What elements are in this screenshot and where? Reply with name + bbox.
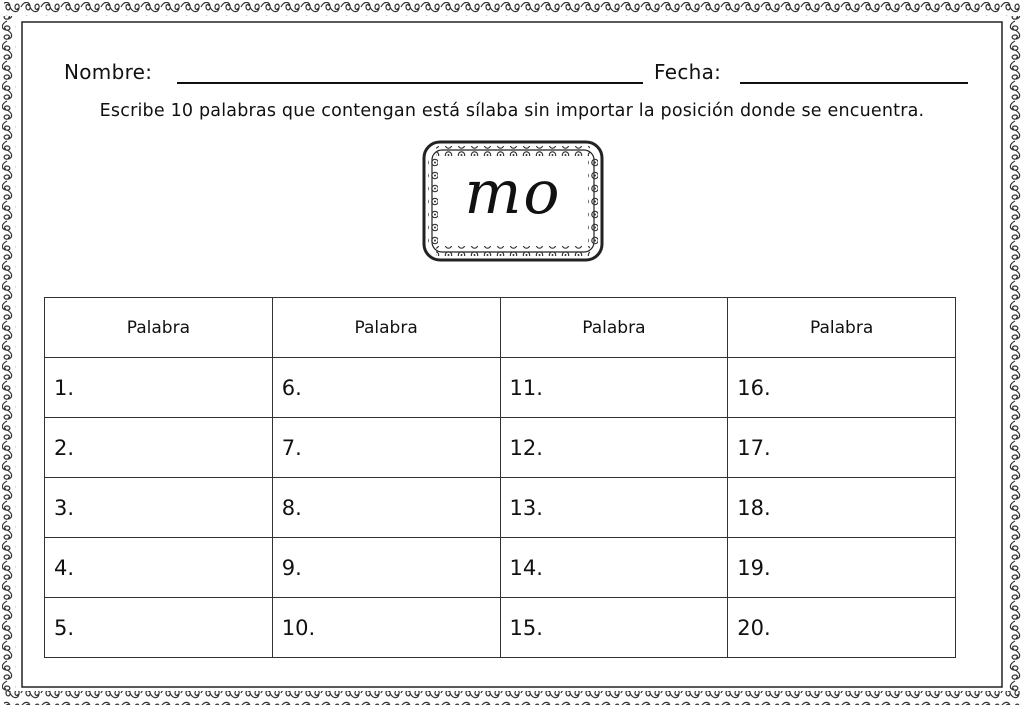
instructions-text: Escribe 10 palabras que contengan está sílaba sin importar la posición donde se encuentra. [99,101,925,121]
word-cell[interactable]: 1. [45,358,273,418]
word-cell[interactable]: 13. [500,478,728,538]
column-header: Palabra [45,298,273,358]
name-field-line[interactable] [177,82,643,84]
word-cell[interactable]: 19. [728,538,956,598]
column-header: Palabra [272,298,500,358]
table-row [45,418,956,478]
table-row [45,538,956,598]
word-cell[interactable]: 20. [728,598,956,658]
word-cell[interactable]: 11. [500,358,728,418]
column-header: Palabra [728,298,956,358]
syllable-card [424,142,602,260]
word-cell[interactable]: 7. [272,418,500,478]
word-cell[interactable]: 16. [728,358,956,418]
column-header: Palabra [500,298,728,358]
word-cell[interactable]: 12. [500,418,728,478]
word-cell[interactable]: 18. [728,478,956,538]
word-cell[interactable]: 5. [45,598,273,658]
words-table [44,297,956,658]
table-header-row [45,298,956,358]
word-cell[interactable]: 6. [272,358,500,418]
word-cell[interactable]: 2. [45,418,273,478]
word-cell[interactable]: 3. [45,478,273,538]
table-row [45,478,956,538]
word-cell[interactable]: 17. [728,418,956,478]
table-row [45,598,956,658]
name-label: Nombre: [64,60,153,84]
word-cell[interactable]: 4. [45,538,273,598]
word-cell[interactable]: 9. [272,538,500,598]
word-cell[interactable]: 14. [500,538,728,598]
header-row [64,58,974,88]
word-cell[interactable]: 8. [272,478,500,538]
syllable-text: mo [464,158,562,228]
date-field-line[interactable] [740,82,968,84]
word-cell[interactable]: 15. [500,598,728,658]
word-cell[interactable]: 10. [272,598,500,658]
table-row [45,358,956,418]
date-label: Fecha: [654,60,722,84]
